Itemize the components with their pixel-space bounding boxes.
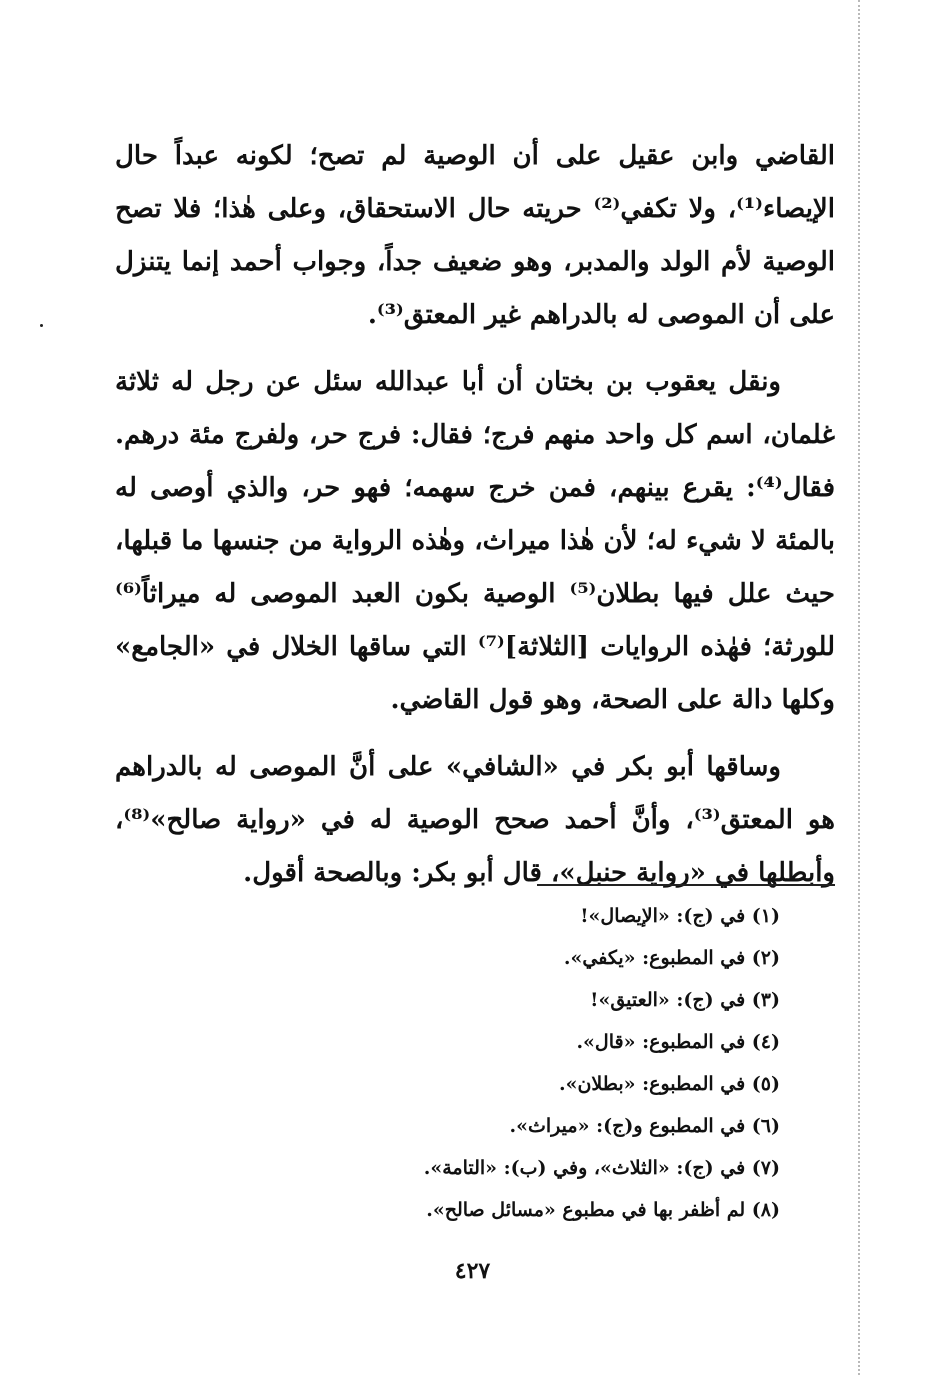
footnote-separator xyxy=(537,884,835,886)
footnote-8: (٨) لم أظفر بها في مطبوع «مسائل صالح». xyxy=(426,1199,780,1221)
footnote-5: (٥) في المطبوع: «بطلان». xyxy=(558,1073,780,1095)
footnote-4: (٤) في المطبوع: «قال». xyxy=(576,1031,780,1053)
binding-edge-dots xyxy=(858,0,860,1375)
scan-speck xyxy=(40,324,43,327)
footnote-2: (٢) في المطبوع: «يكفي». xyxy=(563,947,780,969)
paragraph-1: القاضي وابن عقيل على أن الوصية لم تصح؛ لكونه عبداً حال الإيصاء⁽¹⁾، ولا تكفي⁽²⁾ حريته حال الاستحقاق، وعلى هٰذا؛ فلا تصح الوصية لأم الولد والمدبر، وهو ضعيف جداً، وجواب أحمد إنما يتنزل على أن الموصى له بالدراهم غير المعتق⁽³⁾. xyxy=(115,141,835,330)
footnote-7: (٧) في (ج): «الثلاث»، وفي (ب): «التامة». xyxy=(423,1157,780,1179)
main-text xyxy=(115,130,835,914)
paragraph-2: ونقل يعقوب بن بختان أن أبا عبدالله سئل عن رجل له ثلاثة غلمان، اسم كل واحد منهم فرج؛ فقال: فرج حر، ولفرج مئة درهم. فقال⁽⁴⁾: يقرع بينهم، فمن خرج سهمه؛ فهو حر، والذي أوصى له بالمئة لا شيء له؛ لأن هٰذا ميراث، وهٰذه الرواية من جنسها ما قبلها، حيث علل فيها بطلان⁽⁵⁾ الوصية بكون العبد الموصى له ميراثاً⁽⁶⁾ للورثة؛ فهٰذه الروايات [الثلاثة]⁽⁷⁾ التي ساقها الخلال في «الجامع» وكلها دالة على الصحة، وهو قول القاضي. xyxy=(115,367,836,715)
footnotes-list xyxy=(240,895,780,1231)
page-number: ٤٢٧ xyxy=(454,1258,491,1284)
paragraph-3: وساقها أبو بكر في «الشافي» على أنَّ الموصى له بالدراهم هو المعتق⁽³⁾، وأنَّ أحمد صحح الوصية له في «رواية صالح»⁽⁸⁾، وأبطلها في «رواية حنبل»، قال أبو بكر: وبالصحة أقول. xyxy=(115,752,835,888)
footnote-6: (٦) في المطبوع و(ج): «ميراث». xyxy=(509,1115,780,1137)
footnote-3: (٣) في (ج): «العتيق»! xyxy=(590,989,780,1011)
footnote-1: (١) في (ج): «الإيصال»! xyxy=(580,905,780,927)
